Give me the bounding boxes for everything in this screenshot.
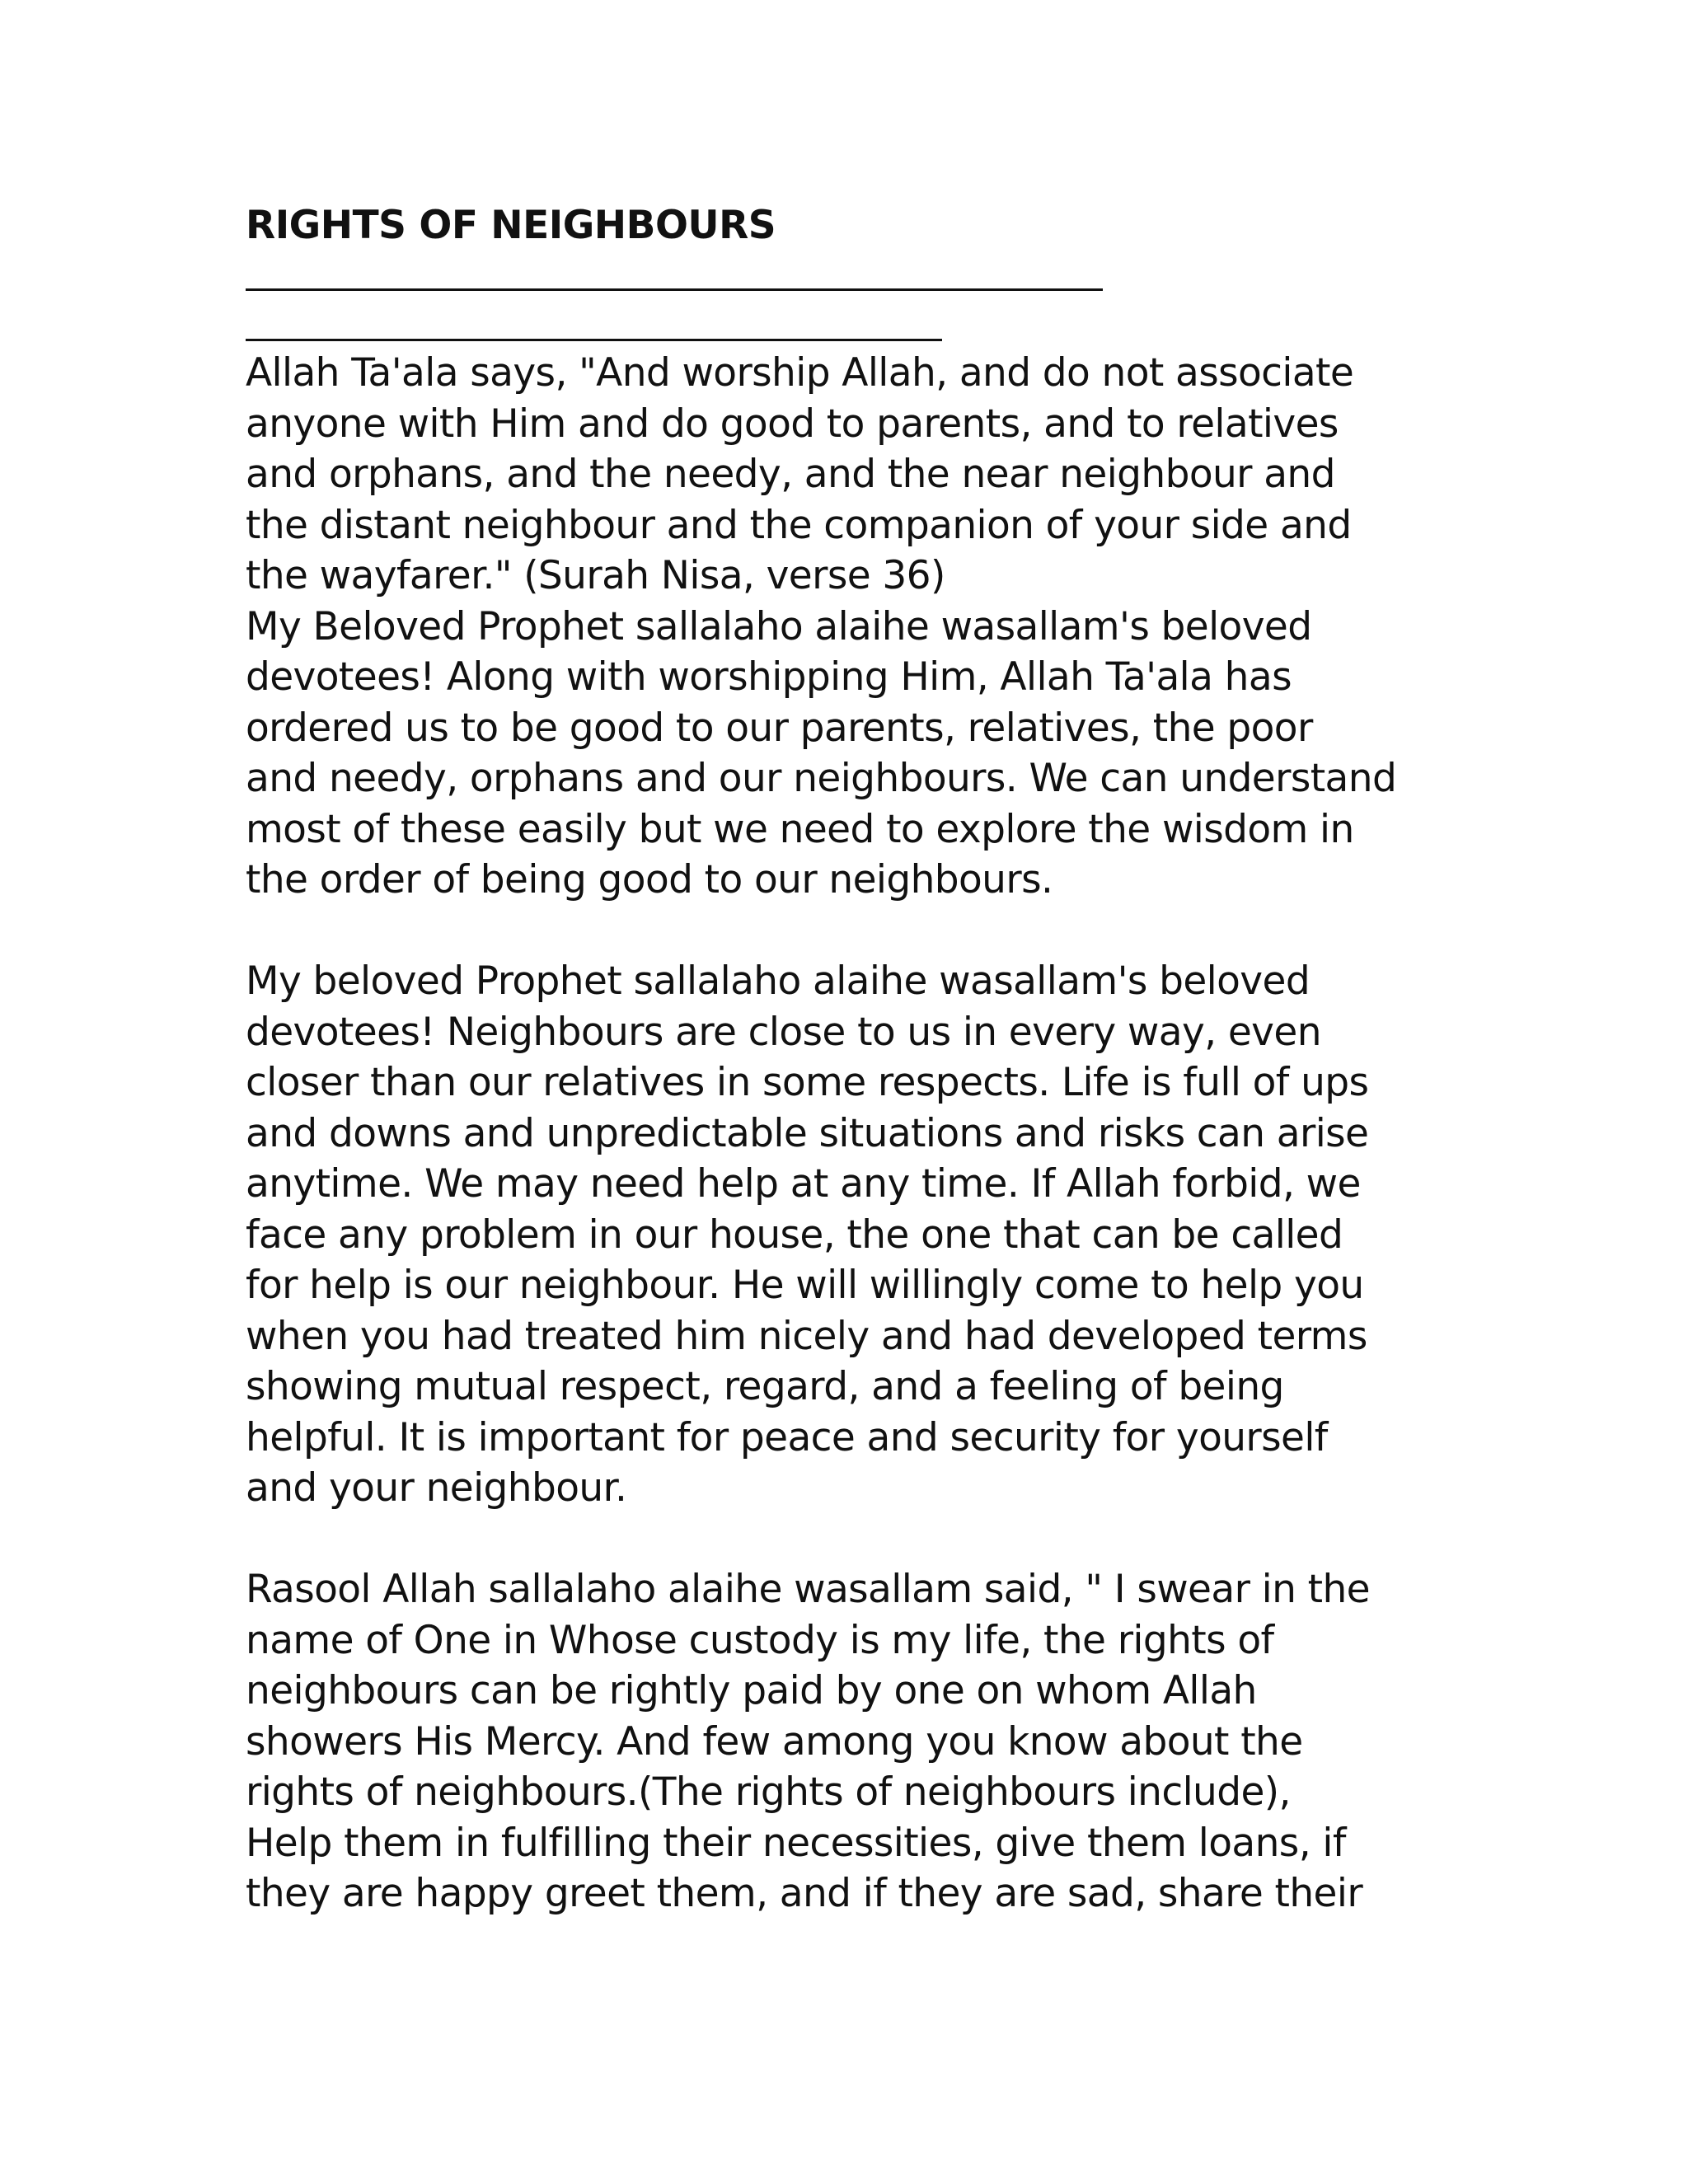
document-title: RIGHTS OF NEIGHBOURS (246, 203, 776, 248)
text-line: the wayfarer." (Surah Nisa, verse 36) (246, 553, 945, 598)
text-line: rights of neighbours.(The rights of neighbours include), (246, 1769, 1291, 1815)
text-line: and downs and unpredictable situations and risks can arise (246, 1110, 1369, 1156)
text-line: closer than our relatives in some respects. Life is full of ups (246, 1060, 1369, 1105)
title-underline-rule (246, 288, 1103, 291)
text-line: the distant neighbour and the companion of your side and (246, 502, 1352, 548)
text-line: Help them in fulfilling their necessities, give them loans, if (246, 1820, 1346, 1866)
text-line: the order of being good to our neighbours. (246, 857, 1053, 902)
text-line: My Beloved Prophet sallalaho alaihe wasallam's beloved (246, 603, 1312, 649)
text-line: when you had treated him nicely and had developed terms (246, 1313, 1367, 1359)
text-line: devotees! Neighbours are close to us in every way, even (246, 1009, 1321, 1055)
text-line: ordered us to be good to our parents, relatives, the poor (246, 705, 1313, 751)
text-line: and needy, orphans and our neighbours. We can understand (246, 756, 1397, 801)
text-line: neighbours can be rightly paid by one on whom Allah (246, 1668, 1257, 1713)
paragraph-gap (246, 1514, 1457, 1565)
text-line: for help is our neighbour. He will willingly come to help you (246, 1263, 1364, 1308)
text-line: most of these easily but we need to explore the wisdom in (246, 806, 1354, 852)
text-line: showers His Mercy. And few among you know about the (246, 1718, 1303, 1765)
text-line: My beloved Prophet sallalaho alaihe wasallam's beloved (246, 958, 1311, 1004)
text-line: and your neighbour. (246, 1465, 627, 1511)
text-line: devotees! Along with worshipping Him, Allah Ta'ala has (246, 654, 1292, 700)
secondary-underline-rule (246, 339, 942, 341)
text-line: Rasool Allah sallalaho alaihe wasallam said, " I swear in the (246, 1567, 1370, 1612)
text-line: and orphans, and the needy, and the near neighbour and (246, 452, 1335, 497)
text-line: Allah Ta'ala says, "And worship Allah, and do not associate (246, 350, 1354, 396)
text-line: anytime. We may need help at any time. If Allah forbid, we (246, 1161, 1361, 1207)
document-content (246, 201, 1457, 1919)
text-line: face any problem in our house, the one that can be called (246, 1212, 1343, 1258)
text-line: name of One in Whose custody is my life, the rights of (246, 1617, 1274, 1663)
text-line: anyone with Him and do good to parents, and to relatives (246, 401, 1339, 447)
text-line: they are happy greet them, and if they are sad, share their (246, 1871, 1363, 1916)
paragraph-gap (246, 906, 1457, 957)
document-body (246, 348, 1457, 1919)
text-line: showing mutual respect, regard, and a feeling of being (246, 1364, 1284, 1409)
text-line: helpful. It is important for peace and security for yourself (246, 1414, 1328, 1460)
